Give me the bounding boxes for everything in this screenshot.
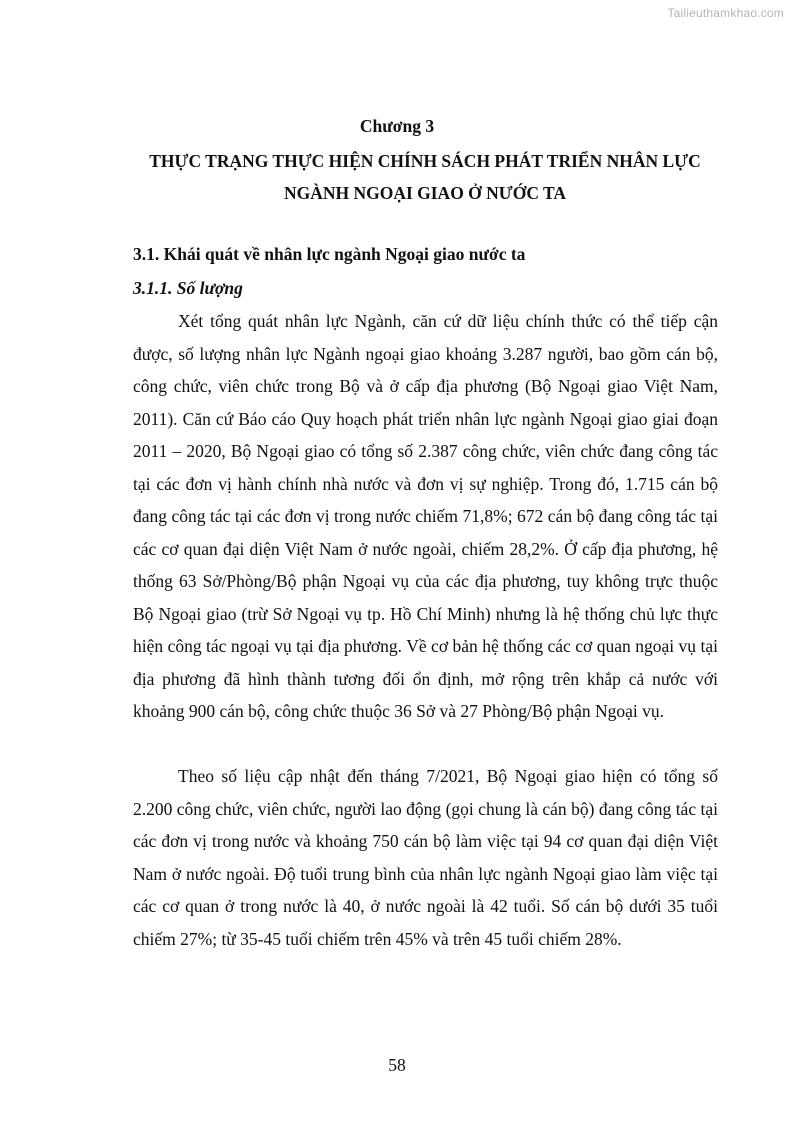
section-heading: 3.1. Khái quát về nhân lực ngành Ngoại giao nước ta (133, 244, 526, 264)
page-number: 58 (388, 1055, 406, 1075)
chapter-title: THỰC TRẠNG THỰC HIỆN CHÍNH SÁCH PHÁT TRIỂN NHÂN LỰC NGÀNH NGOẠI GIAO Ở NƯỚC TA (149, 151, 701, 203)
body-paragraph-2 (133, 760, 718, 955)
paragraph-text: Theo số liệu cập nhật đến tháng 7/2021, Bộ Ngoại giao hiện có tổng số 2.200 công chức, viên chức, người lao động (gọi chung là cán bộ) đang công tác tại các đơn vị trong nước và khoảng 750 cán bộ làm việc tại 94 cơ quan đại diện Việt Nam ở nước ngoài. Độ tuổi trung bình của nhân lực ngành Ngoại giao làm việc tại các cơ quan ở trong nước là 40, ở nước ngoài là 42 tuổi. Số cán bộ dưới 35 tuổi chiếm 27%; từ 35-45 tuổi chiếm trên 45% và trên 45 tuổi chiếm 28%. (133, 766, 718, 949)
body-paragraph-1 (133, 305, 718, 728)
paragraph-text: Xét tổng quát nhân lực Ngành, căn cứ dữ liệu chính thức có thể tiếp cận được, số lượng nhân lực Ngành ngoại giao khoảng 3.287 người, bao gồm cán bộ, công chức, viên chức trong Bộ và ở cấp địa phương (Bộ Ngoại giao Việt Nam, 2011). Căn cứ Báo cáo Quy hoạch phát triển nhân lực ngành Ngoại giao giai đoạn 2011 – 2020, Bộ Ngoại giao có tổng số 2.387 công chức, viên chức đang công tác tại các đơn vị hành chính nhà nước và đơn vị sự nghiệp. Trong đó, 1.715 cán bộ đang công tác tại các đơn vị trong nước chiếm 71,8%; 672 cán bộ đang công tác tại các cơ quan đại diện Việt Nam ở nước ngoài, chiếm 28,2%. Ở cấp địa phương, hệ thống 63 Sở/Phòng/Bộ phận Ngoại vụ của các địa phương, tuy không trực thuộc Bộ Ngoại giao (trừ Sở Ngoại vụ tp. Hồ Chí Minh) nhưng là hệ thống chủ lực thực hiện công tác ngoại vụ tại địa phương. Về cơ bản hệ thống các cơ quan ngoại vụ tại địa phương đã hình thành tương đối ổn định, mở rộng trên khắp cả nước với khoảng 900 cán bộ, công chức thuộc 36 Sở và 27 Phòng/Bộ phận Ngoại vụ. (133, 311, 718, 721)
subsection-heading: 3.1.1. Số lượng (133, 278, 243, 298)
chapter-label: Chương 3 (359, 116, 435, 136)
watermark: Tailieuthamkhao.com (667, 6, 784, 20)
